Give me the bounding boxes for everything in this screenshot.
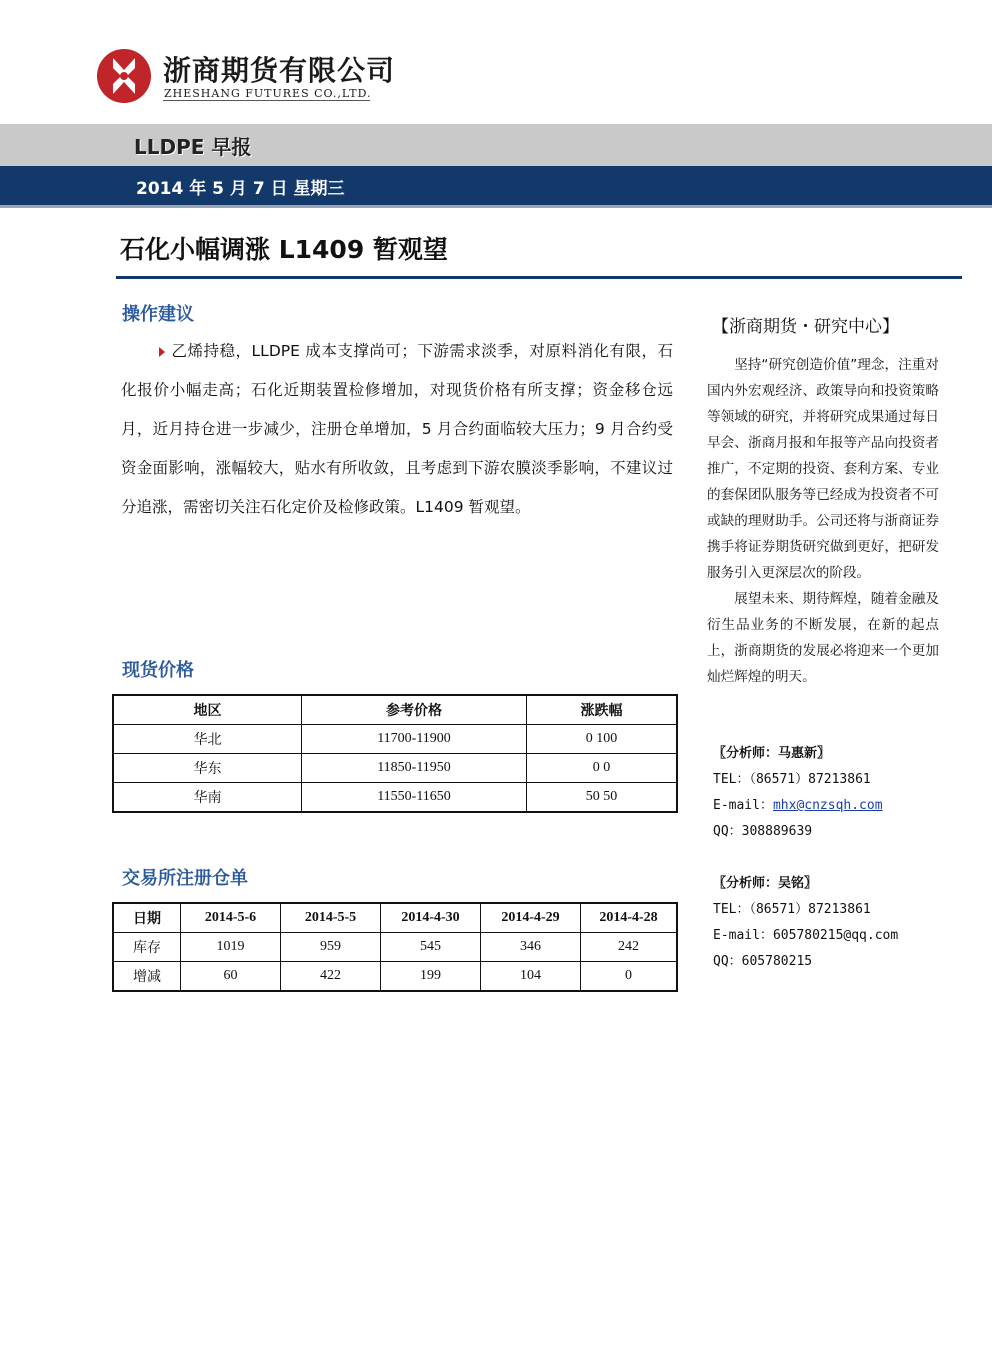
research-center-title: 【浙商期货・研究中心】: [712, 317, 899, 337]
table-cell: 104: [481, 962, 581, 992]
analyst-qq: QQ：308889639: [713, 824, 813, 839]
research-center-para: 坚持“研究创造价值”理念，注重对国内外宏观经济、政策导向和投资策略等领域的研究，并将研究成果通过每日早会、浙商月报和年报等产品向投资者推广，不定期的投资、套利方案、专业的套保团队服务等已经成为投资者不可或缺的理财助手。公司还将与浙商证券携手将证券期货研究做到更好，把研发服务引入更深层次的阶段。: [707, 357, 939, 581]
advice-text: 乙烯持稳，LLDPE 成本支撑尚可；下游需求淡季，对原料消化有限，石化报价小幅走高；石化近期装置检修增加，对现货价格有所支撑；资金移仓远月，近月持仓进一步减少，注册仓单增加，5 月合约面临较大压力；9 月合约受资金面影响，涨幅较大，贴水有所收敛，且考虑到下游农膜淡季影响，不建议过分追涨，需密切关注石化定价及检修政策。L1409 暂观望。: [121, 342, 673, 516]
company-name-en: ZHESHANG FUTURES CO.,LTD.: [164, 87, 372, 100]
column-header: 参考价格: [302, 695, 527, 725]
table-cell: 959: [281, 933, 381, 962]
bullet-triangle-icon: [159, 347, 165, 357]
research-center-para: 展望未来、期待辉煌，随着金融及衍生品业务的不断发展，在新的起点上，浙商期货的发展必将迎来一个更加灿烂辉煌的明天。: [707, 591, 939, 685]
table-cell: 0 0: [527, 754, 678, 783]
table-header-row: [113, 903, 677, 933]
table-cell: 60: [181, 962, 281, 992]
column-header: 涨跌幅: [527, 695, 678, 725]
table-cell: 11850-11950: [302, 754, 527, 783]
table-cell: 242: [581, 933, 678, 962]
analyst-email: 605780215@qq.com: [772, 928, 899, 943]
table-cell: 华南: [113, 783, 302, 813]
row-header: 增减: [113, 962, 181, 992]
email-label: E-mail：: [713, 798, 773, 813]
analyst-email-line: [713, 793, 883, 819]
column-header: 地区: [113, 695, 302, 725]
section-title-spot: 现货价格: [122, 660, 194, 681]
column-header: 2014-5-5: [281, 903, 381, 933]
analyst-email-line: [713, 923, 898, 949]
column-header: 日期: [113, 903, 181, 933]
analyst-email-link[interactable]: mhx@cnzsqh.com: [772, 798, 883, 813]
table-cell: 11700-11900: [302, 725, 527, 754]
table-row: [113, 783, 677, 813]
report-title: LLDPE 早报: [134, 135, 252, 159]
warrant-table: [112, 902, 678, 992]
advice-paragraph: [121, 332, 673, 527]
table-cell: 华东: [113, 754, 302, 783]
headline: 石化小幅调涨 L1409 暂观望: [120, 235, 448, 264]
table-row: [113, 754, 677, 783]
table-header-row: [113, 695, 677, 725]
analyst-tel: TEL：（86571）87213861: [713, 772, 871, 787]
table-cell: 1019: [181, 933, 281, 962]
band-shadow: [0, 205, 992, 208]
table-cell: 0: [581, 962, 678, 992]
research-center-body: [707, 352, 939, 690]
column-header: 2014-4-28: [581, 903, 678, 933]
report-date: 2014 年 5 月 7 日 星期三: [136, 179, 345, 199]
analyst-name: 〖分析师：马惠新〗: [713, 746, 831, 761]
analyst-tel: TEL：（86571）87213861: [713, 902, 871, 917]
column-header: 2014-4-30: [381, 903, 481, 933]
table-cell: 11550-11650: [302, 783, 527, 813]
column-header: 2014-4-29: [481, 903, 581, 933]
email-label: E-mail：: [713, 928, 773, 943]
table-cell: 50 50: [527, 783, 678, 813]
company-name-cn: 浙商期货有限公司: [163, 54, 396, 87]
row-header: 库存: [113, 933, 181, 962]
analyst-name: 〖分析师：吴铭〗: [713, 876, 818, 891]
analyst-card: [713, 871, 898, 975]
logo-underline: [163, 100, 370, 101]
column-header: 2014-5-6: [181, 903, 281, 933]
table-cell: 346: [481, 933, 581, 962]
table-row: [113, 962, 677, 992]
table-cell: 422: [281, 962, 381, 992]
section-title-warrant: 交易所注册仓单: [122, 868, 248, 889]
company-logo-icon: [96, 48, 152, 104]
table-row: [113, 725, 677, 754]
table-cell: 华北: [113, 725, 302, 754]
analyst-qq: QQ：605780215: [713, 954, 813, 969]
spot-price-table: [112, 694, 678, 813]
table-row: [113, 933, 677, 962]
headline-divider: [116, 276, 962, 279]
analyst-card: [713, 741, 883, 845]
table-cell: 0 100: [527, 725, 678, 754]
section-title-advice: 操作建议: [122, 304, 194, 325]
table-cell: 199: [381, 962, 481, 992]
table-cell: 545: [381, 933, 481, 962]
